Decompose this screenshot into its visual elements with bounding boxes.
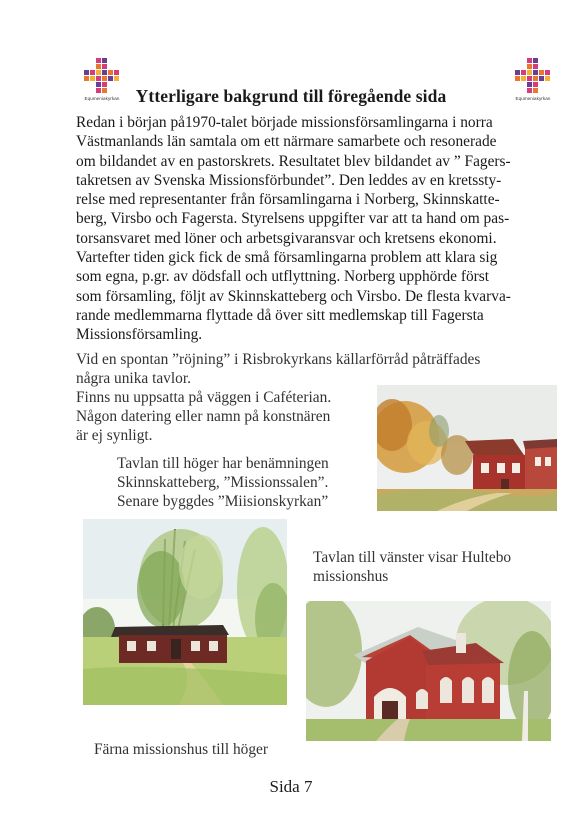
text-line: berg, Virsbo och Fagersta. Styrelsens uppgifter var att ta hand om pas- bbox=[76, 210, 510, 228]
text-line: Västmanlands län samtala om ett närmare samarbete och resonerade bbox=[76, 133, 497, 151]
text-line: relse med representanter från församlingarna i Norberg, Skinnskatte- bbox=[76, 191, 500, 209]
text-line: om bildandet av en pastorskrets. Resultatet blev bildandet av ” Fagers- bbox=[76, 152, 511, 170]
text-line: några unika tavlor. bbox=[76, 370, 191, 387]
text-line: Någon datering eller namn på konstnären bbox=[76, 408, 331, 425]
painting-farna bbox=[306, 601, 551, 741]
discovery-paragraph bbox=[76, 350, 516, 388]
main-paragraph bbox=[76, 113, 516, 345]
text-line: som egna, p.gr. av dödsfall och utflyttning. Norberg upphörde först bbox=[76, 268, 490, 286]
left-painting-caption bbox=[313, 548, 563, 586]
text-line: Vartefter tiden gick fick de små församlingarna problem att klara sig bbox=[76, 249, 498, 267]
logo-caption: Equmeniakyrkan bbox=[515, 96, 551, 101]
text-line: Missionsförsamling. bbox=[76, 326, 203, 344]
text-line: är ej synligt. bbox=[76, 427, 153, 444]
text-line: som församling, följt av Skinnskatteberg och Virsbo. De flesta kvarva- bbox=[76, 287, 511, 305]
text-line: rande medlemmarna flyttade då över sitt medlemskap till Fagersta bbox=[76, 306, 484, 324]
logo-caption: Equmeniakyrkan bbox=[84, 96, 120, 101]
page-number: Sida 7 bbox=[269, 777, 313, 796]
text-line: Redan i början på1970-talet började missionsförsamlingarna i norra bbox=[76, 114, 493, 131]
text-line: takretsen av Svenska Missionsförbundet”. Den leddes av en kretssty- bbox=[76, 171, 502, 189]
right-painting-caption bbox=[117, 454, 377, 511]
text-line: Skinnskatteberg, ”Missionssalen”. bbox=[117, 474, 329, 491]
bottom-caption: Färna missionshus till höger bbox=[94, 741, 268, 758]
text-line: torsansvaret med löner och arbetsgivaransvar och kretsens ekonomi. bbox=[76, 229, 497, 247]
text-line: Finns nu uppsatta på väggen i Caféterian. bbox=[76, 389, 332, 406]
page-title: Ytterligare bakgrund till föregående sida bbox=[135, 86, 447, 106]
text-line: Senare byggdes ”Miisionskyrkan” bbox=[117, 493, 329, 510]
cafe-paragraph bbox=[76, 388, 376, 445]
painting-hultebo bbox=[83, 519, 287, 705]
painting-skinnskatteberg bbox=[377, 385, 557, 511]
text-line: missionshus bbox=[313, 568, 389, 585]
text-line: Tavlan till höger har benämningen bbox=[117, 455, 329, 472]
text-line: Tavlan till vänster visar Hultebo bbox=[313, 549, 512, 566]
text-line: Vid en spontan ”röjning” i Risbrokyrkans källarförråd påträffades bbox=[76, 351, 481, 368]
